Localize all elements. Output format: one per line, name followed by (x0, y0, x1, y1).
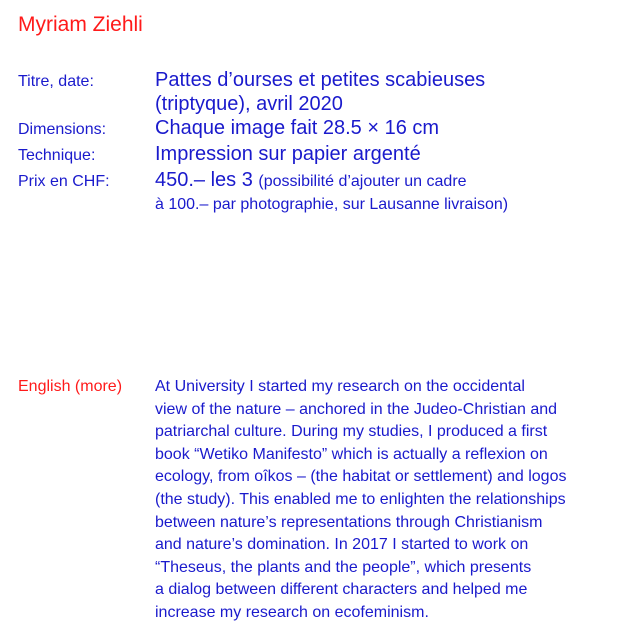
english-more-link[interactable]: English (more) (18, 378, 123, 395)
artist-name: Myriam Ziehli (18, 13, 143, 36)
price-amount: 450.– les 3 (155, 169, 253, 191)
dimensions-value: Chaque image fait 28.5 × 16 cm (155, 117, 440, 139)
english-line: view of the nature – anchored in the Judeo-Christian and (155, 400, 558, 418)
price-row (18, 168, 628, 216)
technique-value: Impression sur papier argenté (155, 143, 421, 165)
english-line: (the study). This enabled me to enlighten the relationships (155, 490, 566, 508)
english-line: increase my research on ecofeminism. (155, 603, 429, 621)
price-value (155, 168, 508, 216)
english-line: “Theseus, the plants and the people”, which presents (155, 558, 532, 576)
english-line: ecology, from oîkos – (the habitat or settlement) and logos (155, 468, 567, 486)
title-value-line-1: Pattes d’ourses et petites scabieuses (155, 69, 486, 91)
price-note-line-1: (possibilité d’ajouter un cadre (258, 173, 467, 190)
dimensions-label: Dimensions: (18, 121, 107, 138)
price-label: Prix en CHF: (18, 173, 110, 190)
artwork-details (18, 68, 628, 216)
english-section (18, 376, 628, 625)
price-note-line-2: à 100.– par photographie, sur Lausanne livraison) (155, 196, 509, 213)
english-line: between nature’s representations through Christianism (155, 513, 543, 531)
english-line: a dialog between different characters and helped me (155, 581, 528, 599)
title-row (18, 68, 628, 116)
dimensions-row (18, 116, 628, 142)
english-line: patriarchal culture. During my studies, I produced a first (155, 423, 548, 441)
english-line: At University I started my research on the occidental (155, 378, 525, 395)
english-line: and nature’s domination. In 2017 I started to work on (155, 536, 529, 554)
english-line: book “Wetiko Manifesto” which is actually a reflexion on (155, 445, 548, 463)
technique-row (18, 142, 628, 168)
title-label: Titre, date: (18, 73, 94, 90)
english-description (155, 376, 620, 625)
technique-label: Technique: (18, 147, 96, 164)
title-value-line-2: (triptyque), avril 2020 (155, 93, 343, 115)
title-value (155, 68, 485, 116)
